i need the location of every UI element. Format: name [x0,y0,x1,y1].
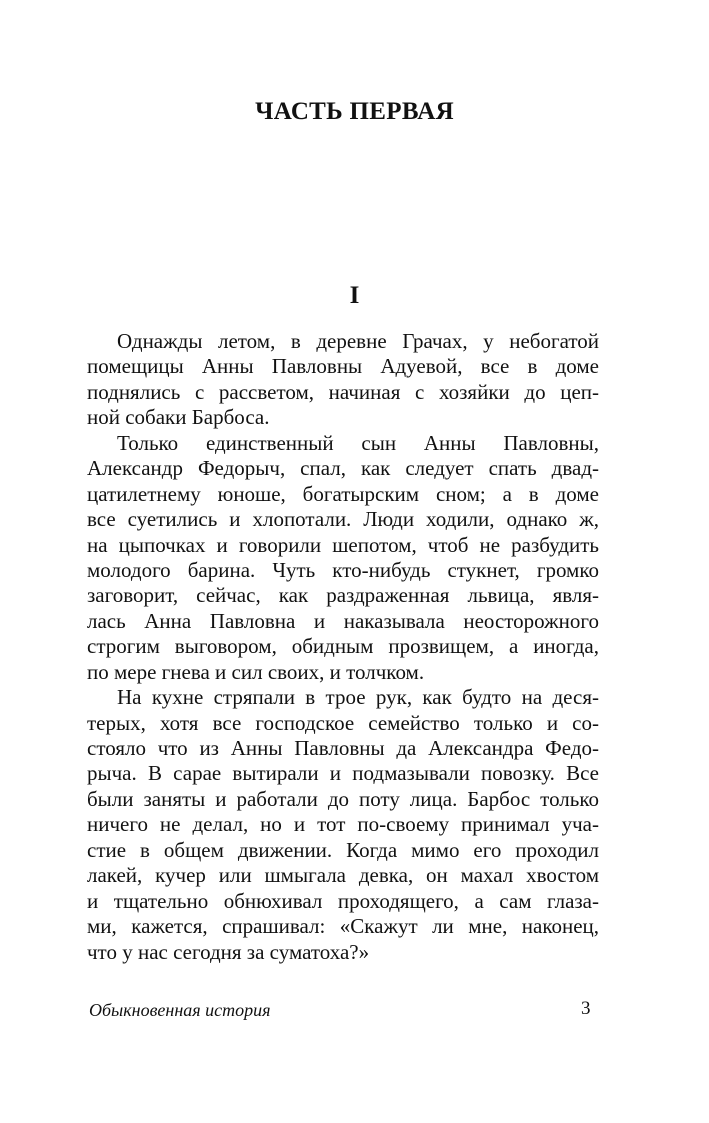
text-line: на цыпочках и говорили шепотом, чтоб не разбудить [87,532,599,557]
page-number: 3 [581,998,591,1019]
chapter-number: I [349,282,360,309]
text-line: стояло что из Анны Павловны да Александра Федо- [87,736,599,760]
text-line: поднялись с рассветом, начиная с хозяйки до цеп- [87,379,599,404]
text-line: рыча. В сарае вытирали и подмазывали повозку. Все [87,761,599,786]
text-line: цатилетнему юноше, богатырским сном; а в доме [87,481,599,506]
running-footer-title: Обыкновенная история [89,1000,271,1020]
text-line: лакей, кучер или шмыгала девка, он махал хвостом [87,863,599,888]
text-line: ничего не делал, но и тот по-своему принимал уча- [87,812,599,837]
text-line: На кухне стряпали в трое рук, как будто на деся- [117,685,599,710]
text-line: Однажды летом, в деревне Грачах, у небогатой [117,329,599,353]
text-line: помещицы Анны Павловны Адуевой, все в доме [87,354,599,379]
text-line: по мере гнева и сил своих, и толчком. [87,659,425,684]
text-line: Только единственный сын Анны Павловны, [117,430,599,455]
text-line: были заняты и работали до поту лица. Барбос только [87,786,599,811]
text-line: заговорит, сейчас, как раздраженная львица, явля- [87,583,599,608]
text-line: все суетились и хлопотали. Люди ходили, однако ж, [87,507,599,532]
text-line: и тщательно обнюхивал проходящего, а сам глаза- [87,888,599,913]
text-line: лась Анна Павловна и наказывала неосторожного [87,608,599,633]
text-line: молодого барина. Чуть кто-нибудь стукнет, громко [87,557,599,582]
text-line: что у нас сегодня за суматоха?» [87,939,370,964]
body-text [87,329,599,965]
text-line: терых, хотя все господское семейство только и со- [87,710,599,735]
text-line: стие в общем движении. Когда мимо его проходил [87,837,599,862]
part-title: ЧАСТЬ ПЕРВАЯ [255,98,454,125]
text-line: строгим выговором, обидным прозвищем, а иногда, [87,634,599,659]
text-line: ной собаки Барбоса. [87,405,270,430]
text-line: Александр Федорыч, спал, как следует спать двад- [87,456,599,481]
text-line: ми, кажется, спрашивал: «Скажут ли мне, наконец, [87,914,599,939]
